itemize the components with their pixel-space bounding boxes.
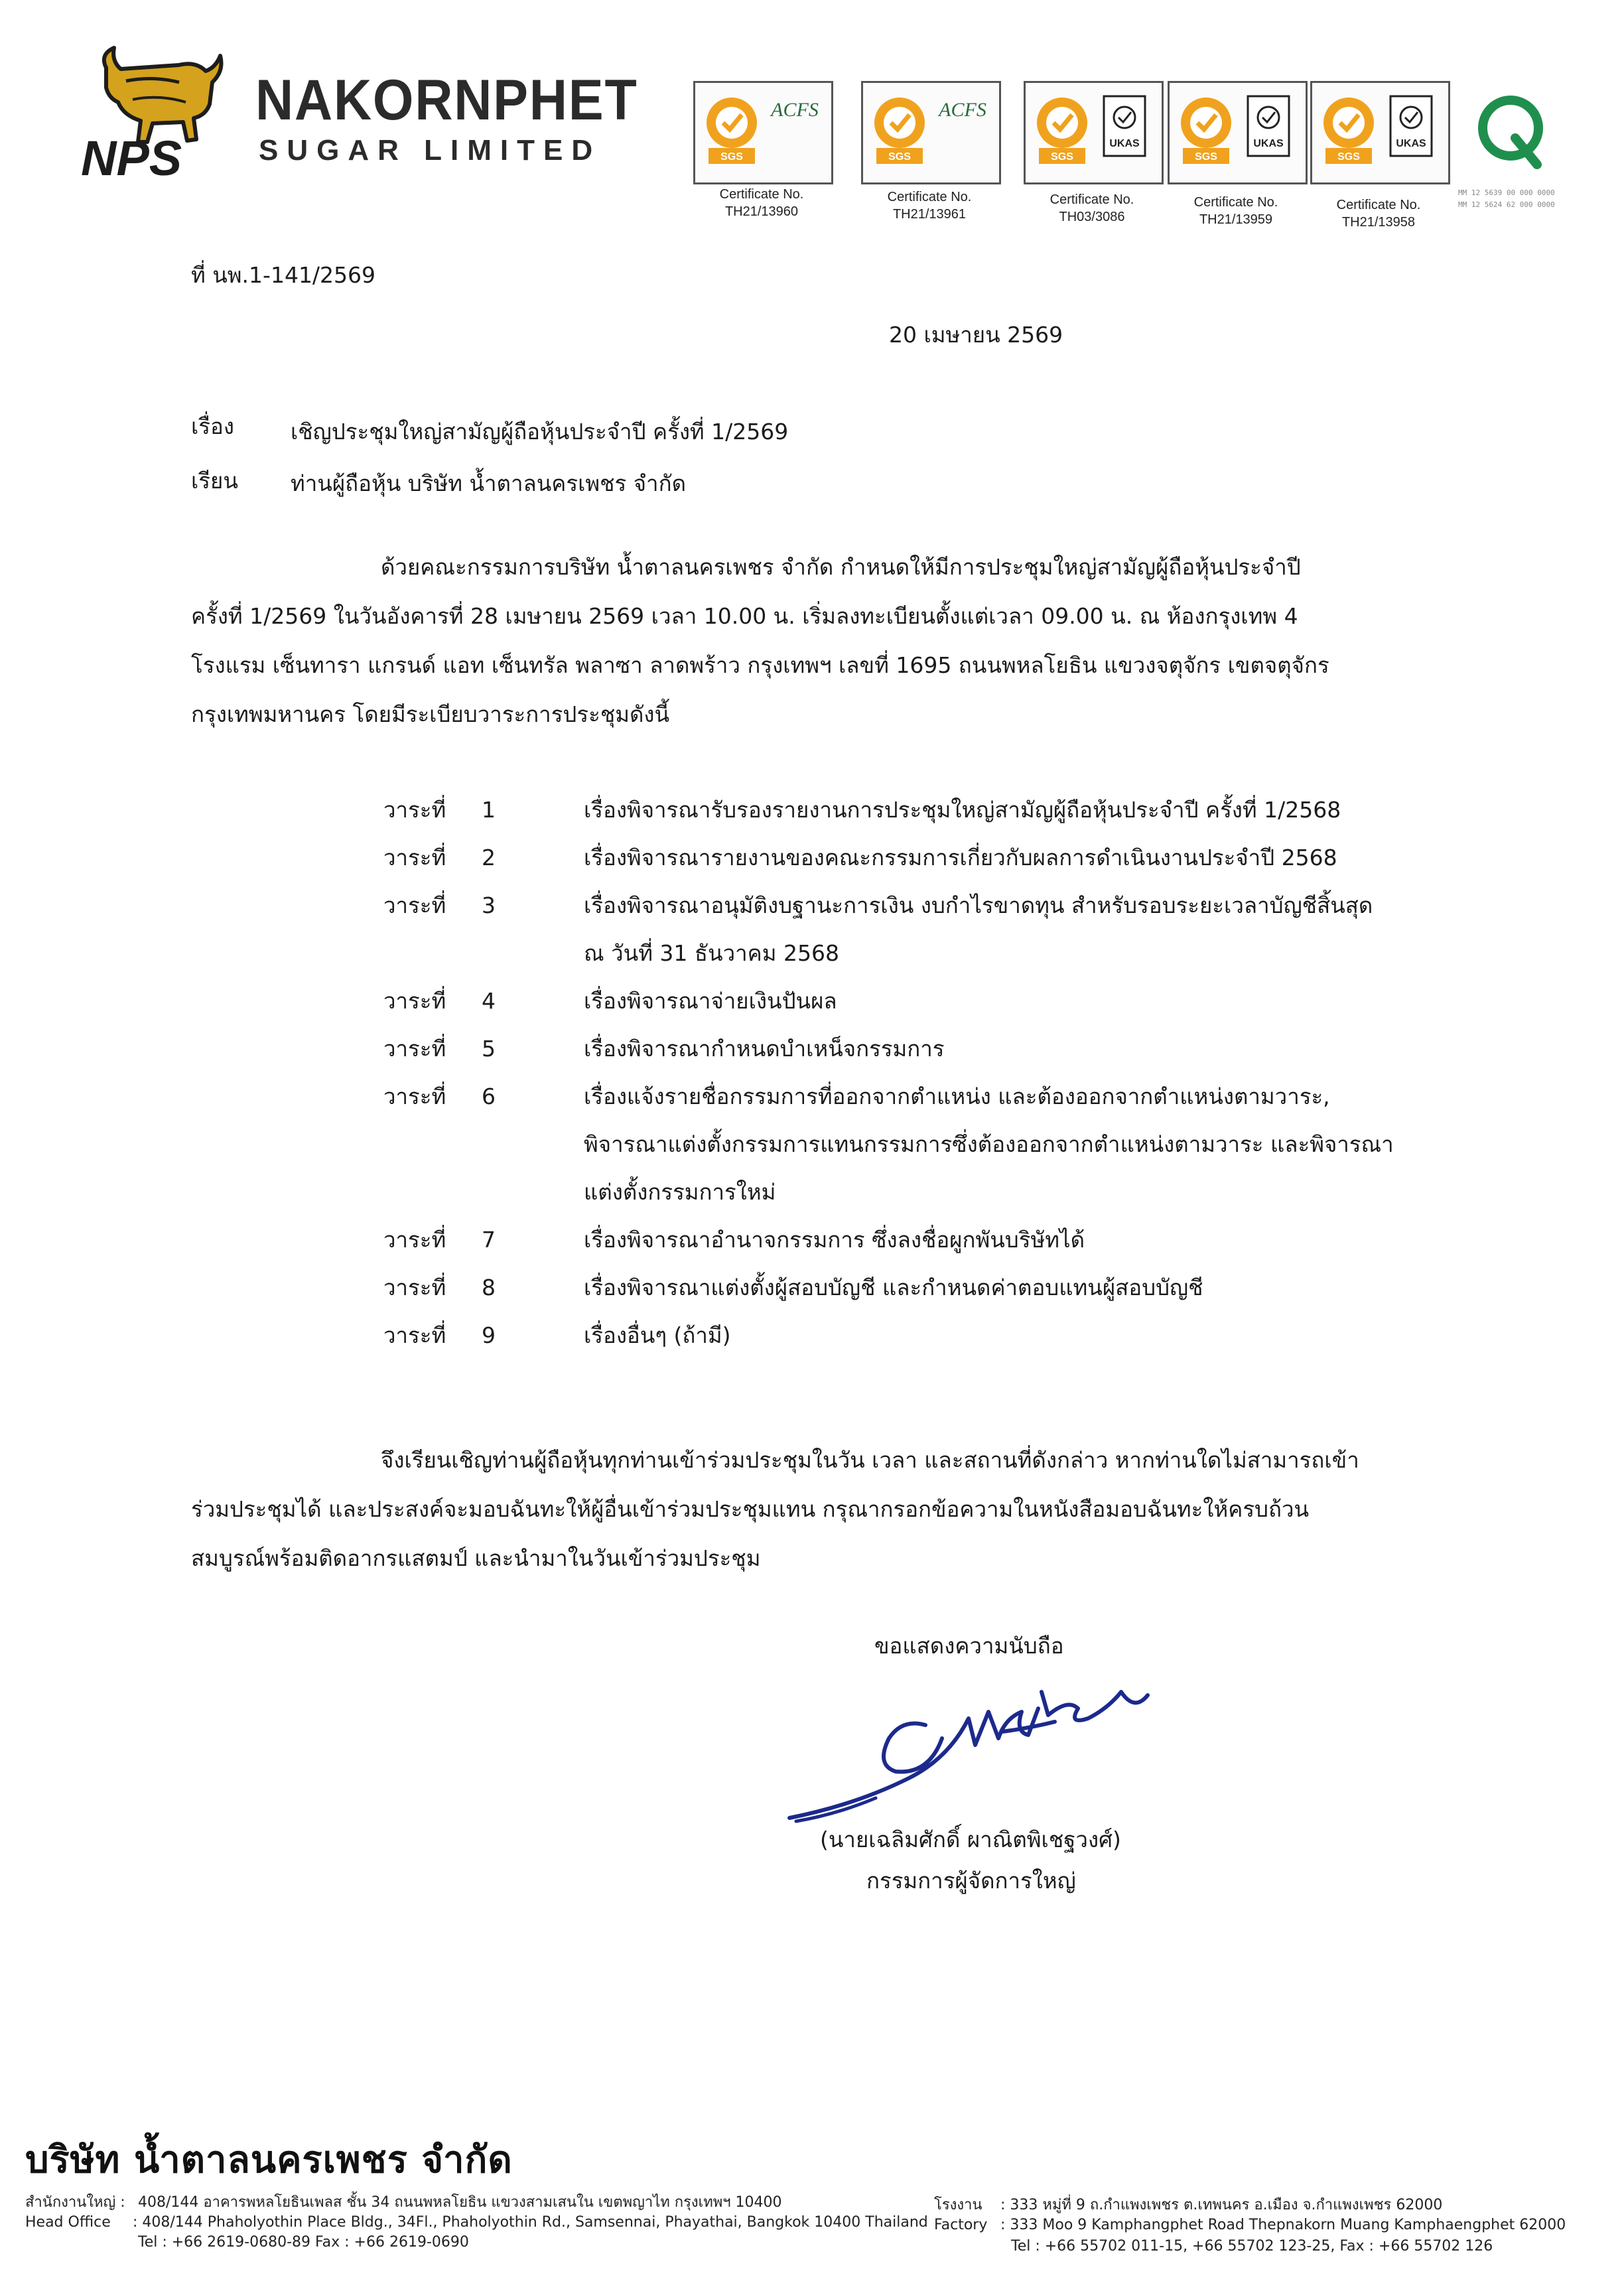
certificate-badge [861, 81, 1001, 184]
brand-name: NAKORNPHET [255, 68, 638, 132]
agenda-item-text: เรื่องพิจารณารายงานของคณะกรรมการเกี่ยวกับผลการดำเนินงานประจำปี 2568 [584, 845, 1337, 870]
quality-q-logo [1474, 92, 1547, 171]
agenda-item-text: เรื่องพิจารณาจ่ายเงินปันผล [584, 988, 837, 1014]
closing-line: ร่วมประชุมได้ และประสงค์จะมอบฉันทะให้ผู้อื่นเข้าร่วมประชุมแทน กรุณากรอกข้อความในหนังสือมอบฉันทะให้ครบถ้วน [191, 1496, 1310, 1522]
recipient-label: เรียน [191, 468, 238, 494]
closing-line: สมบูรณ์พร้อมติดอากรแสตมป์ และนำมาในวันเข้าร่วมประชุม [191, 1545, 761, 1571]
agenda-label: วาระที่ [383, 1036, 446, 1062]
agenda-label: วาระที่ [383, 1275, 446, 1300]
agenda-number: 6 [482, 1083, 496, 1109]
agenda-label: วาระที่ [383, 988, 446, 1014]
intro-line: ด้วยคณะกรรมการบริษัท น้ำตาลนครเพชร จำกัด กำหนดให้มีการประชุมใหญ่สามัญผู้ถือหุ้นประจำปี [381, 554, 1301, 580]
head-office-address-en: : 408/144 Phaholyothin Place Bldg., 34Fl., Phaholyothin Rd., Samsennai, Phayathai, Bangkok 10400 Thailand [133, 2214, 928, 2231]
agenda-label: วาระที่ [383, 892, 446, 918]
agenda-label: วาระที่ [383, 845, 446, 870]
agenda-label: วาระที่ [383, 1083, 446, 1109]
intro-line: กรุงเทพมหานคร โดยมีระเบียบวาระการประชุมดังนี้ [191, 701, 670, 727]
intro-line: ครั้งที่ 1/2569 ในวันอังคารที่ 28 เมษายน 2569 เวลา 10.00 น. เริ่มลงทะเบียนตั้งแต่เวลา 09.00 น. ณ ห้องกรุงเทพ 4 [191, 603, 1298, 629]
agenda-number: 1 [482, 797, 496, 823]
certificate-number: TH21/13959 [1199, 212, 1273, 227]
agenda-item-text: เรื่องพิจารณาแต่งตั้งผู้สอบบัญชี และกำหนดค่าตอบแทนผู้สอบบัญชี [584, 1275, 1203, 1300]
agenda-item-text: เรื่องอื่นๆ (ถ้ามี) [584, 1322, 731, 1348]
agenda-number: 2 [482, 845, 496, 870]
signer-name: (นายเฉลิมศักดิ์ ผาณิตพิเชฐวงศ์) [820, 1827, 1121, 1852]
agenda-number: 4 [482, 988, 496, 1014]
agenda-item-text: ณ วันที่ 31 ธันวาคม 2568 [584, 940, 839, 966]
sgs-mark: SGS [720, 151, 743, 163]
certificate-label-text: Certificate No. [1336, 198, 1421, 212]
agenda-item-text: แต่งตั้งกรรมการใหม่ [584, 1179, 776, 1205]
certificate-label-text: Certificate No. [1193, 195, 1278, 210]
certificate-number: TH21/13960 [724, 204, 799, 219]
head-office-label-th: สำนักงานใหญ่ : [25, 2194, 125, 2211]
quality-codes [1458, 187, 1555, 210]
factory-phone: Tel : +66 55702 011-15, +66 55702 123-25, Fax : +66 55702 126 [1011, 2238, 1493, 2255]
certificate-badge [693, 81, 833, 184]
handwritten-signature [776, 1672, 1201, 1831]
partner-mark: ACFS [771, 99, 819, 121]
partner-mark: UKAS [1253, 138, 1284, 149]
agenda-number: 9 [482, 1322, 496, 1348]
agenda-item-text: เรื่องแจ้งรายชื่อกรรมการที่ออกจากตำแหน่ง และต้องออกจากตำแหน่งตามวาระ, [584, 1083, 1330, 1109]
subject-text: เชิญประชุมใหญ่สามัญผู้ถือหุ้นประจำปี ครั้งที่ 1/2569 [291, 419, 789, 445]
reference-number: ที่ นพ.1-141/2569 [191, 262, 376, 288]
certificate-label-text: Certificate No. [1049, 192, 1134, 207]
certificate-label-text: Certificate No. [719, 187, 804, 202]
partner-mark: ACFS [939, 99, 986, 121]
company-logo [80, 41, 232, 180]
closing-paragraph [191, 1436, 1513, 1583]
sgs-mark: SGS [1337, 151, 1360, 163]
factory-label-en: Factory [934, 2217, 988, 2233]
logo-text: NPS [81, 131, 182, 180]
footer-company-name: บริษัท น้ำตาลนครเพชร จำกัด [25, 2138, 513, 2182]
agenda-label: วาระที่ [383, 1322, 446, 1348]
factory-address-en: : 333 Moo 9 Kamphangphet Road Thepnakorn Muang Kamphaengphet 62000 [1000, 2217, 1566, 2233]
certificate-badge [1168, 81, 1308, 184]
sgs-mark: SGS [1195, 151, 1217, 163]
signer-title: กรรมการผู้จัดการใหญ่ [866, 1868, 1076, 1894]
factory-label-th: โรงงาน [934, 2197, 982, 2213]
certificate-number: TH21/13958 [1341, 215, 1416, 230]
head-office-label-en: Head Office [25, 2214, 111, 2231]
partner-mark: UKAS [1109, 138, 1140, 149]
certificate-label [1299, 196, 1458, 231]
agenda-number: 5 [482, 1036, 496, 1062]
agenda-label: วาระที่ [383, 1227, 446, 1253]
partner-mark: UKAS [1396, 138, 1426, 149]
head-office-phone: Tel : +66 2619-0680-89 Fax : +66 2619-0690 [138, 2234, 469, 2251]
sgs-mark: SGS [888, 151, 911, 163]
agenda-item-text: เรื่องพิจารณาอนุมัติงบฐานะการเงิน งบกำไรขาดทุน สำหรับรอบระยะเวลาบัญชีสิ้นสุด [584, 892, 1373, 918]
agenda-number: 8 [482, 1275, 496, 1300]
recipient-text: ท่านผู้ถือหุ้น บริษัท น้ำตาลนครเพชร จำกัด [291, 470, 686, 496]
intro-paragraph [191, 543, 1513, 739]
agenda-item-text: เรื่องพิจารณาอำนาจกรรมการ ซึ่งลงชื่อผูกพันบริษัทได้ [584, 1227, 1085, 1253]
agenda-item-text: พิจารณาแต่งตั้งกรรมการแทนกรรมการซึ่งต้องออกจากตำแหน่งตามวาระ และพิจารณา [584, 1131, 1394, 1157]
agenda-number: 3 [482, 892, 496, 918]
letter-date: 20 เมษายน 2569 [889, 322, 1063, 348]
intro-line: โรงแรม เซ็นทารา แกรนด์ แอท เซ็นทรัล พลาซา ลาดพร้าว กรุงเทพฯ เลขที่ 1695 ถนนพหลโยธิน แขวงจตุจักร เขตจตุจักร [191, 652, 1329, 678]
certificate-label-text: Certificate No. [887, 190, 972, 204]
certificate-label [1156, 194, 1316, 228]
regards-text: ขอแสดงความนับถือ [874, 1633, 1064, 1659]
certificate-number: TH03/3086 [1059, 210, 1125, 224]
subject-label: เรื่อง [191, 413, 234, 439]
certificate-label [1012, 191, 1172, 226]
certificate-label [850, 188, 1009, 223]
sgs-mark: SGS [1051, 151, 1073, 163]
agenda-item-text: เรื่องพิจารณากำหนดบำเหน็จกรรมการ [584, 1036, 945, 1062]
certificate-label [682, 186, 841, 220]
certificate-number: TH21/13961 [892, 207, 967, 222]
certificate-badge [1310, 81, 1450, 184]
head-office-address-th: 408/144 อาคารพหลโยธินเพลส ชั้น 34 ถนนพหลโยธิน แขวงสามเสนใน เขตพญาไท กรุงเทพฯ 10400 [138, 2194, 782, 2211]
certificate-badge [1024, 81, 1164, 184]
agenda-item-text: เรื่องพิจารณารับรองรายงานการประชุมใหญ่สามัญผู้ถือหุ้นประจำปี ครั้งที่ 1/2568 [584, 797, 1341, 823]
agenda-number: 7 [482, 1227, 496, 1253]
quality-code-line: MM 12 5624 62 000 0000 [1458, 200, 1555, 209]
quality-code-line: MM 12 5639 00 000 0000 [1458, 188, 1555, 197]
closing-line: จึงเรียนเชิญท่านผู้ถือหุ้นทุกท่านเข้าร่วมประชุมในวัน เวลา และสถานที่ดังกล่าว หากท่านใดไม่สามารถเข้า [381, 1447, 1359, 1473]
factory-address-th: : 333 หมู่ที่ 9 ถ.กำแพงเพชร ต.เทพนคร อ.เมือง จ.กำแพงเพชร 62000 [1000, 2197, 1443, 2213]
brand-subtitle: SUGAR LIMITED [259, 134, 602, 167]
agenda-label: วาระที่ [383, 797, 446, 823]
